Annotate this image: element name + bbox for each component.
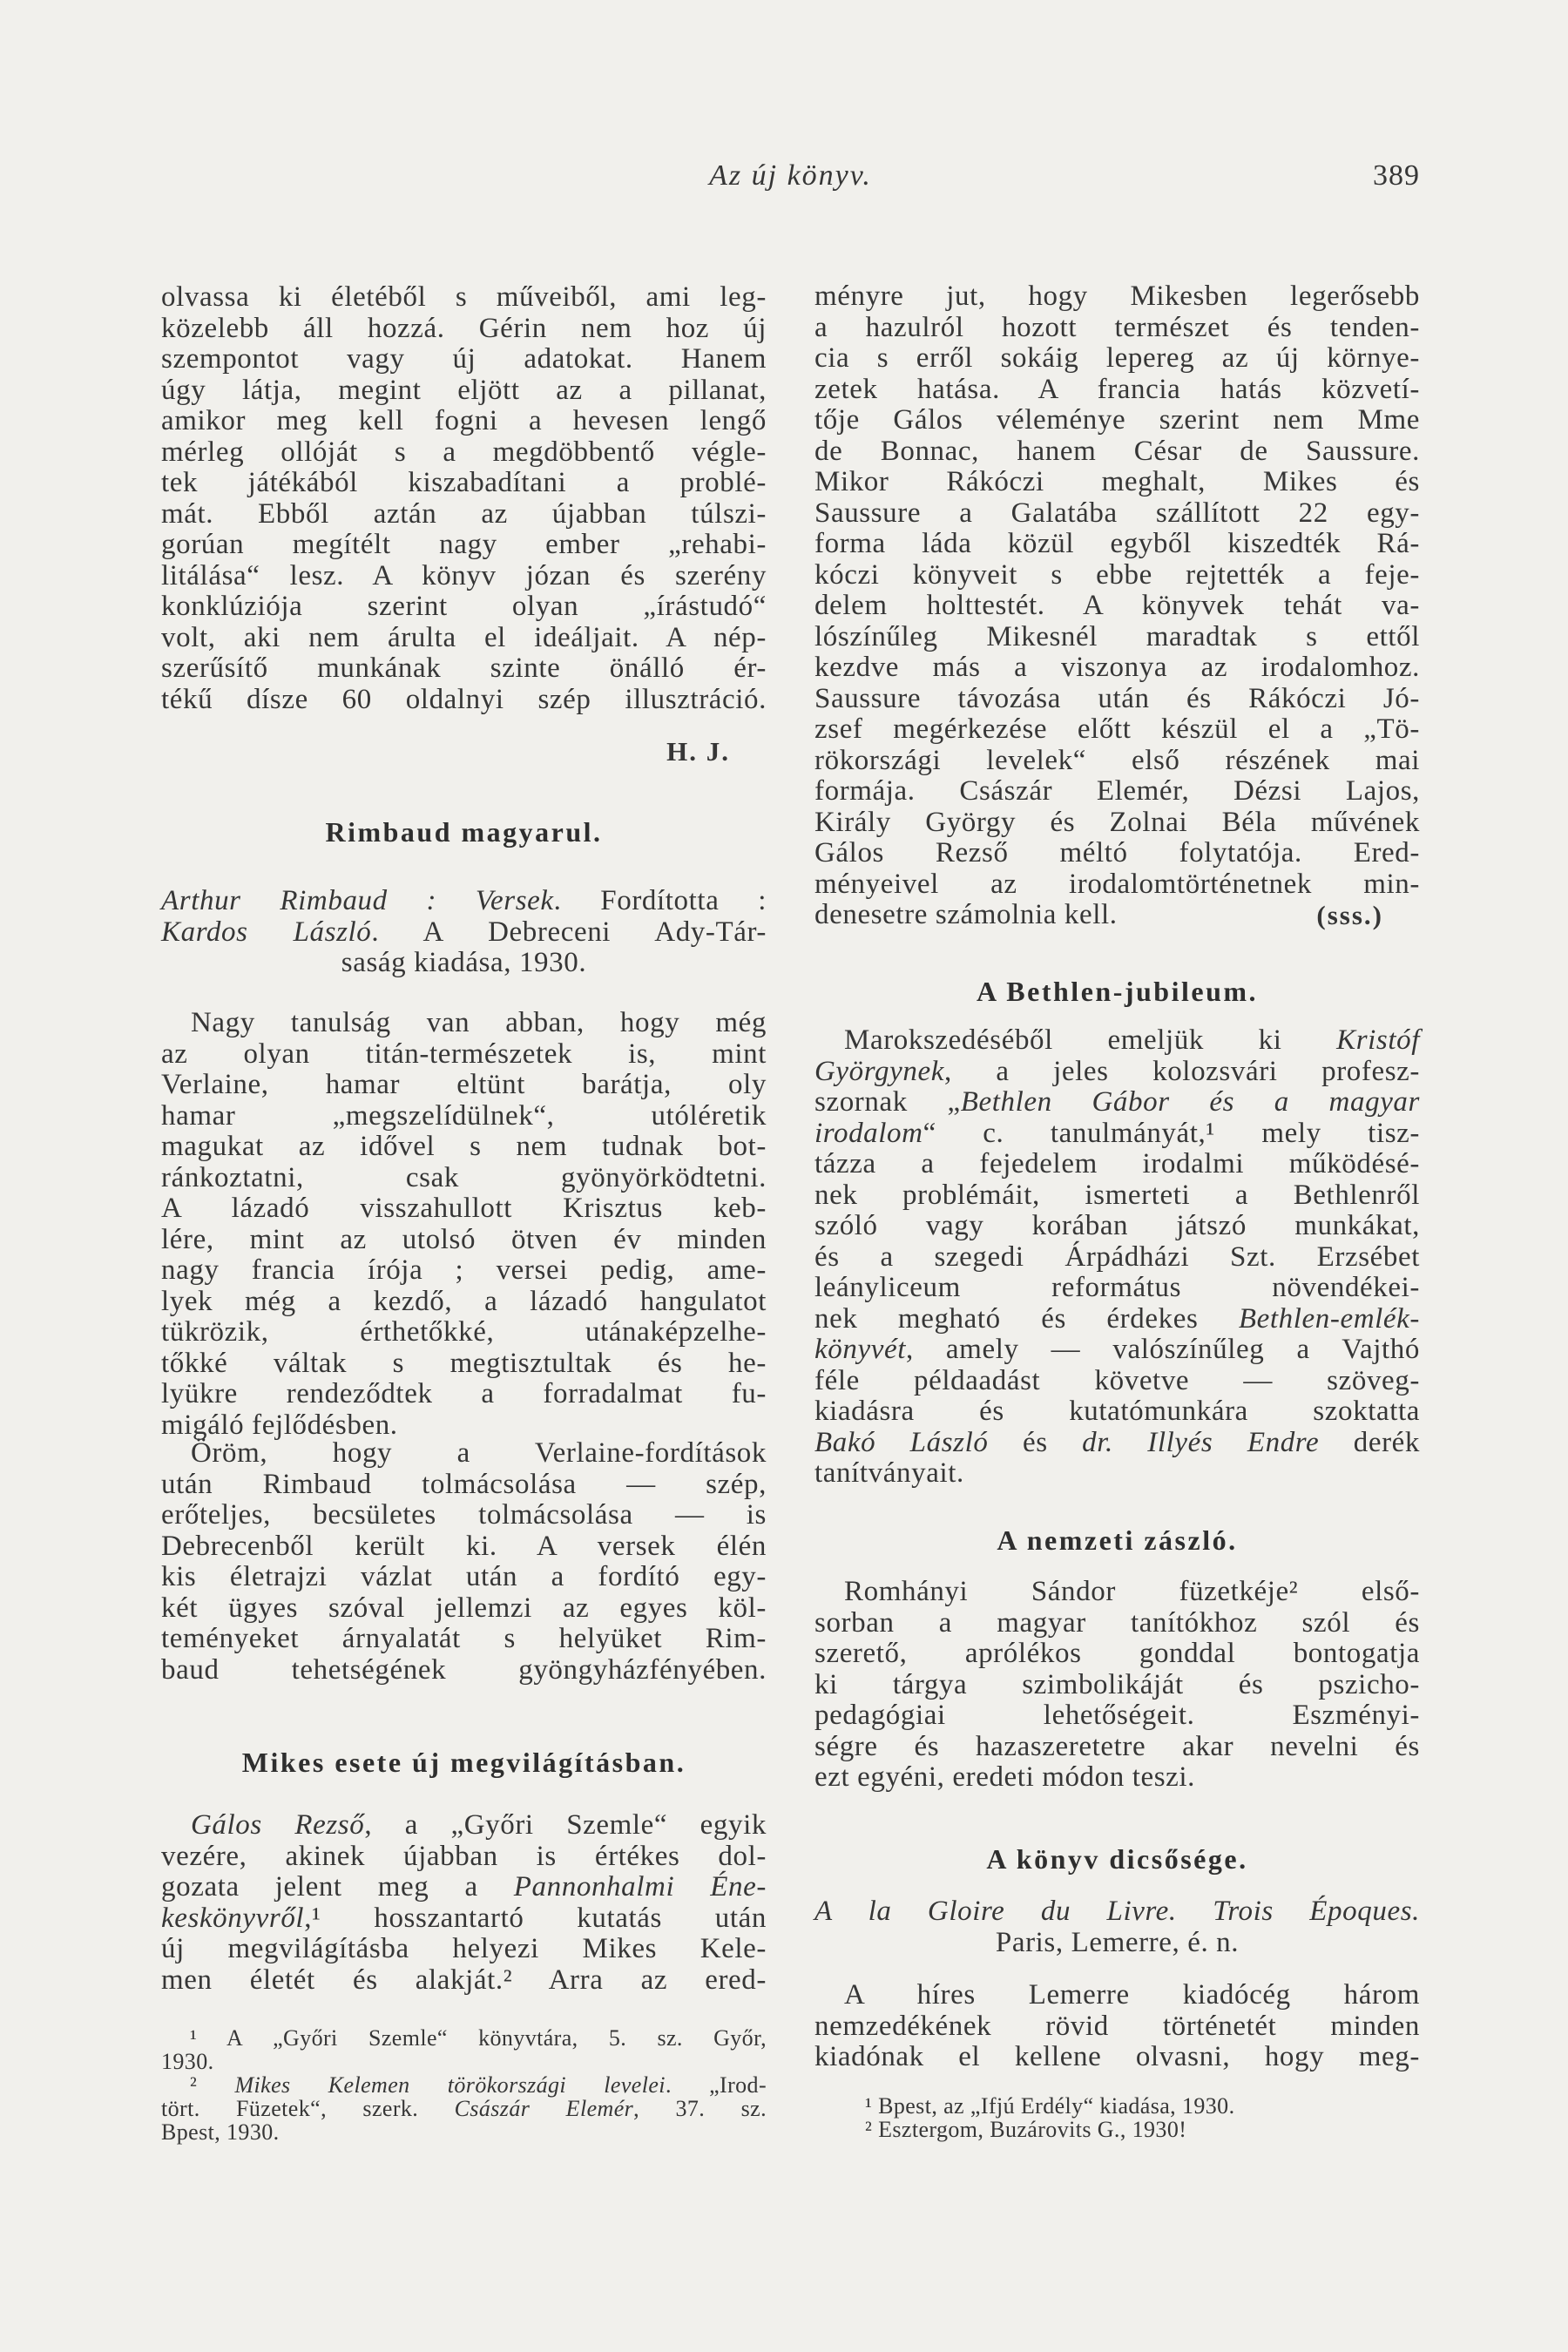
text-line: ¹ A „Győri Szemle“ könyvtára, 5. sz. Győr,	[190, 2025, 767, 2051]
text-line: delem holttestét. A könyvek tehát va-	[814, 590, 1420, 621]
italic-text: Mikes Kelemen törökországi levelei	[234, 2072, 666, 2098]
text-line: baud tehetségének gyöngyházfényében.	[161, 1653, 767, 1686]
left-column	[161, 0, 767, 2352]
text-line: Rimbaud magyarul.	[325, 816, 603, 848]
text-line: tője Gálos véleménye szerint nem Mme	[814, 404, 1420, 436]
text-line: A nemzeti zászló.	[997, 1524, 1238, 1556]
text-line: rökországi levelek“ első részének mai	[814, 744, 1420, 776]
text-line: lyükre rendeződtek a forradalmat fu-	[161, 1378, 767, 1409]
text-line: ránkoztatni, csak gyönyörködtetni.	[161, 1161, 767, 1193]
text-line: ményre jut, hogy Mikesben legerősebb	[814, 280, 1420, 312]
text-line: zetek hatása. A francia hatás közvetí-	[814, 373, 1420, 405]
text-line: kezdve más a viszonya az irodalomhoz.	[814, 652, 1420, 683]
section-heading	[814, 977, 1420, 1008]
italic-text: dr. Illyés Endre	[1082, 1426, 1320, 1458]
text-line: olvassa ki életéből s műveiből, ami leg-	[161, 281, 767, 313]
text-line	[161, 1810, 767, 1842]
italic-text: A la Gloire du Livre. Trois Époques.	[814, 1896, 1420, 1927]
text-line: ezt egyéni, eredeti módon teszi.	[814, 1761, 1196, 1793]
text-line: tékű dísze 60 oldalnyi szép illusztráció.	[161, 683, 767, 715]
text-line: amikor meg kell fogni a hevesen lengő	[161, 405, 767, 436]
text-line: ségre és hazaszeretetre akar nevelni és	[814, 1730, 1420, 1762]
text-line: ¹ Bpest, az „Ifjú Erdély“ kiadása, 1930.	[865, 2093, 1235, 2119]
page-number: 389	[1373, 159, 1420, 192]
bibliographic-entry	[814, 1896, 1420, 1958]
text-line: erőteljes, becsületes tolmácsolása — is	[161, 1499, 767, 1531]
text-line: tükrözik, érthetőkké, utánaképzelhe-	[161, 1316, 767, 1348]
text-segment: , a jeles kolozsvári profesz-	[943, 1055, 1420, 1087]
text-line	[161, 1872, 767, 1903]
text-line: A híres Lemerre kiadócég három	[844, 1979, 1420, 2011]
text-line: ki tárgya szimbolikáját és pszicho-	[814, 1668, 1420, 1700]
text-segment: szornak „	[814, 1086, 961, 1118]
text-line: Bpest, 1930.	[161, 2119, 280, 2145]
text-line	[161, 917, 767, 949]
text-line: féle példaadást követve — szöveg-	[814, 1364, 1420, 1396]
text-line: kiadónak el kellene olvasni, hogy meg-	[814, 2041, 1420, 2072]
footnotes	[814, 2094, 1420, 2141]
text-line: konklúziója szerint olyan „írástudó“	[161, 591, 767, 622]
text-line: A könyv dicsősége.	[986, 1843, 1248, 1875]
text-line: új megvilágításba helyezi Mikes Kele-	[161, 1933, 767, 1964]
section-heading	[814, 1844, 1420, 1876]
italic-text: keskönyvről	[161, 1902, 305, 1934]
paragraph	[161, 1810, 767, 1996]
text-line	[814, 1025, 1420, 1057]
paragraph	[814, 281, 1420, 931]
text-line: vezére, akinek újabban is értékes dol-	[161, 1840, 767, 1872]
text-segment: gozata jelent meg a	[161, 1871, 514, 1903]
section-heading	[161, 1747, 767, 1779]
text-line: szerető, aprólékos gonddal bontogatja	[814, 1638, 1420, 1669]
paragraph	[814, 1980, 1420, 2073]
text-line: Debrecenből került ki. A versek élén	[161, 1530, 767, 1562]
text-line: Király György és Zolnai Béla művének	[814, 806, 1420, 838]
text-line: tőkké váltak s megtisztultak és he-	[161, 1347, 767, 1379]
text-line: Gálos Rezső méltó folytatója. Ered-	[814, 837, 1420, 868]
italic-text: Bethlen-emlék-	[1238, 1302, 1420, 1335]
running-title: Az új könyv.	[709, 159, 872, 192]
text-line: a hazulról hozott természet és tenden-	[814, 311, 1420, 343]
text-line: formája. Császár Elemér, Dézsi Lajos,	[814, 775, 1420, 807]
italic-text: Császár Elemér	[454, 2096, 634, 2121]
text-segment: és	[988, 1426, 1083, 1458]
text-line: 1930.	[161, 2049, 214, 2074]
italic-text: Bethlen Gábor és a magyar	[960, 1086, 1420, 1118]
text-line: hamar „megszelídülnek“, utóléretik	[161, 1099, 767, 1132]
text-line: men életét és alakját.² Arra az ered-	[161, 1963, 767, 1996]
text-line: kóczi könyveit s ebbe rejtették a feje-	[814, 558, 1420, 591]
signature	[161, 736, 767, 767]
text-line	[161, 886, 767, 917]
text-line: kiadásra és kutatómunkára szoktatta	[814, 1396, 1420, 1427]
italic-text: Gálos Rezső	[191, 1809, 365, 1841]
text-line: zsef megérkezése előtt készül el a „Tö-	[814, 713, 1420, 745]
text-line: H. J.	[666, 736, 730, 767]
text-line: Romhányi Sándor füzetkéje² első-	[844, 1576, 1420, 1607]
text-line: Saussure a Galatába szállított 22 egy-	[814, 497, 1420, 529]
italic-text: Bakó László	[814, 1426, 989, 1458]
italic-text: Kardos László	[161, 916, 372, 948]
text-line: forma láda közül egyből kiszedték Rá-	[814, 528, 1420, 559]
italic-text: Györgynek	[814, 1055, 944, 1087]
text-line: az olyan titán-természetek is, mint	[161, 1037, 767, 1070]
text-line: úgy látja, megint eljött az a pillanat,	[161, 374, 767, 406]
text-line	[814, 1428, 1420, 1459]
bibliographic-entry	[161, 886, 767, 979]
text-line: gorúan megítélt nagy ember „rehabi-	[161, 529, 767, 560]
text-line: Verlaine, hamar eltünt barátja, oly	[161, 1069, 767, 1100]
paragraph	[814, 1025, 1420, 1490]
section-heading	[161, 817, 767, 848]
text-line: lyek még a kezdő, a lázadó hangulatot	[161, 1285, 767, 1317]
text-line	[814, 1087, 1420, 1119]
text-segment: tört. Füzetek“, szerk.	[161, 2096, 455, 2121]
text-line	[814, 1896, 1420, 1928]
text-line: lére, mint az utolsó ötven év minden	[161, 1223, 767, 1255]
text-segment: Marokszedéséből emeljük ki	[844, 1024, 1337, 1056]
text-line	[814, 1119, 1420, 1150]
text-line: kis életrajzi vázlat után a fordító egy-	[161, 1561, 767, 1592]
text-line: közelebb áll hozzá. Gérin nem hoz új	[161, 312, 767, 344]
text-line: után Rimbaud tolmácsolása — szép,	[161, 1468, 767, 1500]
paragraph	[161, 1008, 767, 1441]
text-line: (sss.)	[1316, 900, 1383, 930]
text-line: magukat az idővel s nem tudnak bot-	[161, 1131, 767, 1162]
text-line: szempontot vagy új adatokat. Hanem	[161, 343, 767, 375]
text-segment: , amely — valószínűleg a Vajthó	[905, 1334, 1420, 1365]
italic-text: Pannonhalmi Éne-	[513, 1871, 767, 1903]
text-line: mát. Ebből aztán az újabban túlszi-	[161, 497, 767, 530]
text-line: Paris, Lemerre, é. n.	[995, 1926, 1240, 1958]
text-line: lószínűleg Mikesnél maradtak s ettől	[814, 620, 1420, 652]
text-line: denesetre számolnia kell.	[814, 899, 1118, 930]
text-line: volt, aki nem árulta el ideáljait. A nép-	[161, 621, 767, 653]
text-line: Nagy tanulság van abban, hogy még	[191, 1007, 767, 1038]
paragraph	[161, 282, 767, 715]
text-line: tanítványait.	[814, 1457, 964, 1489]
text-line: Mikes esete új megvilágításban.	[241, 1747, 686, 1778]
text-line: Mikor Rákóczi meghalt, Mikes és	[814, 466, 1420, 497]
text-line: mérleg ollóját s a megdöbbentő végle-	[161, 436, 767, 468]
text-segment: ,¹ hosszantartó kutatás után	[304, 1902, 767, 1934]
text-segment: . Fordította :	[553, 885, 767, 916]
italic-text: Arthur Rimbaud : Versek	[161, 885, 554, 916]
text-segment: . A Debreceni Ady-Tár-	[371, 916, 767, 948]
text-segment: “ c. tanulmányát,¹ mely tisz-	[923, 1117, 1420, 1149]
text-line: ² Esztergom, Buzárovits G., 1930!	[865, 2117, 1187, 2142]
right-column	[814, 0, 1420, 2352]
text-line: nagy francia írója ; versei pedig, ame-	[161, 1254, 767, 1286]
signature	[814, 900, 1420, 931]
text-line: tek játékából kiszabadítani a problé-	[161, 467, 767, 498]
text-line: teményeket árnyalatát s helyüket Rim-	[161, 1623, 767, 1654]
section-heading	[814, 1525, 1420, 1557]
text-line	[814, 1335, 1420, 1366]
text-line: pedagógiai lehetőségeit. Eszményi-	[814, 1700, 1420, 1731]
text-line: szerűsítő munkának szinte önálló ér-	[161, 652, 767, 684]
text-line: A Bethlen-jubileum.	[976, 976, 1259, 1007]
text-line: nek problémáit, ismerteti a Bethlenről	[814, 1179, 1420, 1211]
text-line: Saussure távozása után és Rákóczi Jó-	[814, 682, 1420, 714]
text-segment: , a „Győri Szemle“ egyik	[364, 1809, 767, 1841]
text-line: két ügyes szóval jellemzi az egyes köl-	[161, 1592, 767, 1624]
text-segment: ²	[190, 2072, 235, 2098]
text-segment: , 37. sz.	[633, 2096, 767, 2121]
text-line: saság kiadása, 1930.	[341, 947, 587, 978]
italic-text: könyvét	[814, 1334, 906, 1365]
text-line: szóló vagy korában játszó munkákat,	[814, 1210, 1420, 1241]
text-line: Öröm, hogy a Verlaine-fordítások	[191, 1437, 767, 1469]
text-line: ményeivel az irodalomtörténetnek min-	[814, 868, 1420, 900]
text-line: leányliceum református növendékei-	[814, 1272, 1420, 1303]
text-line	[161, 2073, 767, 2097]
paragraph	[161, 1438, 767, 1686]
text-line: litálása“ lesz. A könyv józan és szerény	[161, 559, 767, 591]
text-line: cia s erről sokáig lepereg az új környe-	[814, 342, 1420, 374]
text-line: nemzedékének rövid történetét minden	[814, 2010, 1420, 2042]
italic-text: Kristóf	[1336, 1024, 1420, 1056]
text-segment: nek megható és érdekes	[814, 1302, 1239, 1335]
paragraph	[814, 1577, 1420, 1794]
text-line: migáló fejlődésben.	[161, 1409, 398, 1441]
text-line: és a szegedi Árpádházi Szt. Erzsébet	[814, 1240, 1420, 1273]
text-line	[161, 2097, 767, 2120]
text-line: de Bonnac, hanem César de Saussure.	[814, 435, 1420, 467]
text-line	[161, 1903, 767, 1935]
text-line: A lázadó visszahullott Krisztus keb-	[161, 1193, 767, 1224]
footnotes	[161, 2026, 767, 2144]
text-line: sorban a magyar tanítókhoz szól és	[814, 1606, 1420, 1639]
text-segment: derék	[1319, 1426, 1421, 1458]
italic-text: irodalom	[814, 1117, 923, 1149]
text-line: tázza a fejedelem irodalmi működésé-	[814, 1148, 1420, 1179]
text-segment: . „Irod-	[665, 2072, 767, 2098]
text-line	[814, 1057, 1420, 1088]
text-line	[814, 1304, 1420, 1335]
